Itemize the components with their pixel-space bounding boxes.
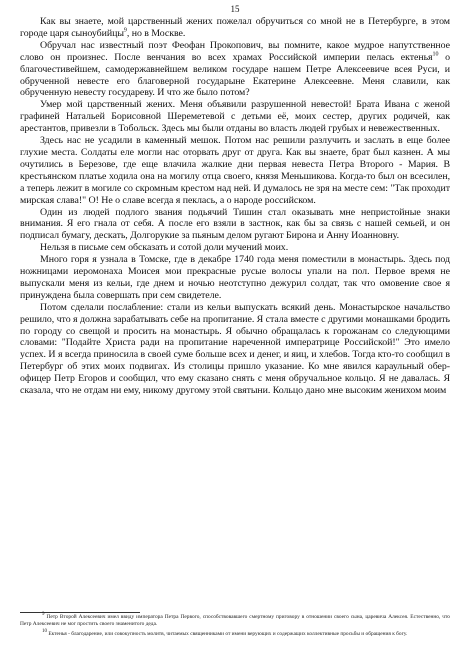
paragraph-text: Обручал нас известный поэт Феофан Прокопович, вы помните, какое мудрое напутственное слово он произнес. После венчания во всех храмах Российской империи пелась ектенья (20, 39, 450, 63)
footnotes (20, 614, 450, 641)
paragraph-text: , но в Москве. (126, 27, 186, 39)
footnote-mark: 10 (42, 629, 47, 635)
footnote-10 (20, 631, 450, 638)
footnote-9 (20, 614, 450, 628)
paragraph-text: Как вы знаете, мой царственный жених пожелал обручиться со мной не в Петербурге, в этом городе царя сыноубийцы (20, 16, 450, 39)
footnote-divider (20, 612, 140, 613)
footnote-mark: 9 (42, 612, 45, 618)
footnote-text: Петр Второй Алексеевич имел ввиду императора Петра Первого, способствовавшего смертному приговору в отношении своего сына, царевича Алексея. Естественно, что Петр Алексеевич не мог простить своего знаменитого деда. (20, 614, 450, 627)
paragraph: Потом сделали послабление: стали из кельи выпускать всякий день. Монастырское начальство решило, что я должна зарабатывать себе на пропитание. Я стала вместе с другими монашками бродить по городу со свещой и просить на монастырь. Я обычно обращалась к горожанам со следующими словами: "Подайте Христа ради на пропитание нареченной императрице Российской!" Это имело успех. И я всегда приносила в своей суме больше всех и денег, и яиц, и хлебов. Тогда кто-то сообщил в Петербург об этих моих подвигах. Из столицы пришло указание. Ко мне явился караульный обер-офицер Петр Егоров и сообщил, что ему сказано снять с меня обручальное кольцо. Я не давалась. Я сказала, что не отдам ни ему, никому другому этой святыни. Кольцо дано мне высоким женихом моим (20, 301, 450, 397)
paragraph: Здесь нас не усадили в каменный мешок. Потом нас решили разлучить и заслать в еще более глухие места. Солдаты еле могли нас оторвать друг от друга. Как вы знаете, брат был казнен. А мы очутились в Березове, где еще влачила жалкие дни первая невеста Петра Второго - Мария. В крестьянском платье ходила она на могилу отца своего, князя Меньшикова. Когда-то был он всесилен, а теперь лежит в могиле со скромным крестом над ней. И думалось не зря на месте сем: "Так проходит мирская слава!" О! Не о славе всегда я пеклась, а о народе российском. (20, 135, 450, 206)
paragraph: Один из людей подлого звания подьячий Тишин стал оказывать мне непристойные знаки внимания. Я его гнала от себя. А после его взяли в застнок, как бы за связь с нашей семьей, и он подписал бумагу, дескать, Долгорукие за пьяным делом ругают Бирона и Анну Иоанновну. (20, 206, 450, 242)
paragraph: Много горя я узнала в Томске, где в декабре 1740 года меня поместили в монастырь. Здесь под ножницами иеромонаха Моисея мои прекрасные русые волосы упали на пол. Первое время не выпускали меня из кельи, где днем и ночью неотступно дежурил солдат, так что омовение свое я принуждена была совершать при сем свидетеле. (20, 254, 450, 301)
paragraph: Нельзя в письме сем обсказать и сотой доли мучений моих. (40, 242, 289, 254)
paragraph (20, 16, 450, 40)
footnote-ref[interactable]: 9 (123, 27, 127, 34)
body-text (20, 16, 450, 397)
footnote-ref[interactable]: 10 (432, 51, 439, 58)
page-number: 15 (230, 4, 240, 14)
paragraph: Умер мой царственный жених. Меня объявили разрушенной невестой! Брата Ивана с женой графиней Натальей Борисовной Шереметевой с детьми её, моих сестер, других родичей, как арестантов, привезли в Тобольск. Здесь мы были отданы во власть людей грубых и невежественных. (20, 99, 450, 135)
paragraph-text: о благочестивейшем, самодержавнейшем великом государе нашем Петре Алексеевиче всея Руси, и обрученной невесте его благоверной государыне Екатерине Алексеевне. Меня славили, как обрученную невесту государеву. И что же было потом? (20, 51, 450, 99)
paragraph (20, 40, 450, 100)
footnote-text: Ектенья - благодарение, или совокупность молитв, читаемых священниками от имени верующих и содержащих коллективные просьбы и обращения к богу. (48, 631, 408, 637)
